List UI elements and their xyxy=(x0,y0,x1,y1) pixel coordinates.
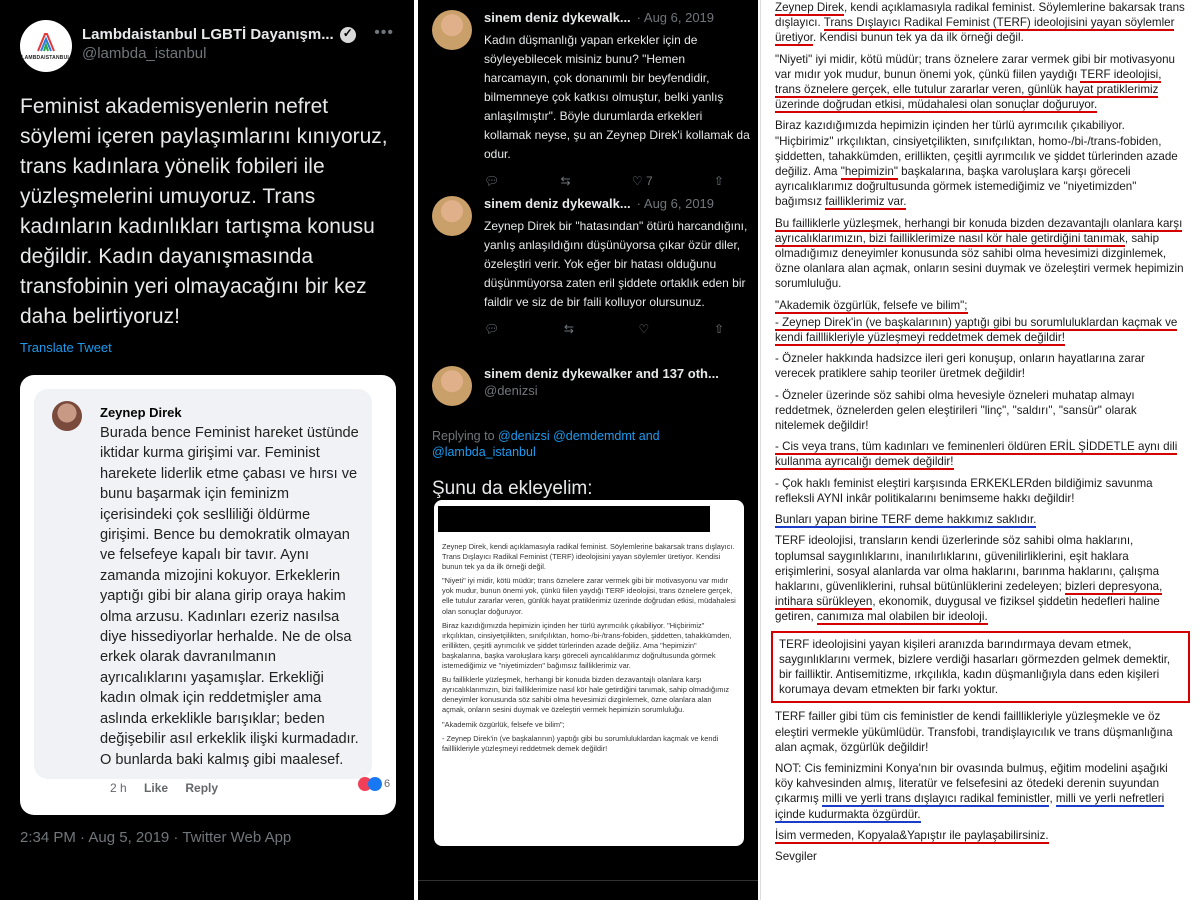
text-run: , kendi açıklamasıyla radikal feminist. Söylemlerine bakarsak trans dışlayıcı. xyxy=(775,1,1185,30)
text-run: "Niyeti" iyi midir, kötü müdür; trans öznelere zarar vermek gibi bir motivasyonu var mıdır yok mudur, bunun önemi yok, çünkü fiilen yaydığı xyxy=(775,52,1175,81)
reply-comment-icon[interactable]: 💬︎ xyxy=(484,322,500,336)
highlight: milli ve yerli trans dışlayıcı radikal feministler xyxy=(822,792,1050,806)
replying-prefix: Replying to xyxy=(432,429,495,443)
highlight: Bu failliklerle yüzleşmek, herhangi bir konuda bizden dezavantajlı olanlara karşı ayrıcalıklarımızın, bizi failliklerimize nasıl kör hale getirdiğini tanımak xyxy=(775,216,1183,245)
reply-avatar[interactable] xyxy=(432,196,472,236)
doc-paragraph: Biraz kazıdığımızda hepimizin içinden her türlü ayrımcılık çıkabiliyor. "Hiçbirimiz" ırkçılıktan, cinsiyetçilikten, sınıfçılıktan, homo-/bi-/trans-fobiden, şiddetten, tahakkümden, erillikten, çeşitli ayrımcılık ve şiddet türlerinden azade değiliz. Ama "hepimizin" başkalarına, başka varoluşlara karşı göreceli ayrıcalıklarımız doğrultusunda görmek istemediğimiz ve "niyetimizden" bağımsız failliklerimiz var. xyxy=(442,620,732,671)
reply-avatar[interactable] xyxy=(432,366,472,406)
share-icon[interactable]: ⇧ xyxy=(713,322,724,336)
highlight: "hepimizin" xyxy=(840,165,898,179)
reply-avatar[interactable] xyxy=(432,10,472,50)
verified-badge-icon xyxy=(340,27,356,43)
fb-comment-text: Burada bence Feminist hareket üstünde iktidar kurma girişimi var. Feminist harekete liderlik etme çabası ve hırsı ve bunu başarmak için feminizm içerisindeki çok seslliliği öldürme girişimi. Bence bu demokratik olmayan ve felsefeye kapalı bir tavır. Aynı zamanda mizojini kokuyor. Erkeklerin yaptığı gibi bir alana girip oraya hakim olma arzusu. Kadınları ezeriz nasılsa diye hissediyorlar herhalde. Ne de olsa erkek olarak davranılmanın ayrıcalıklarını yaşamışlar. Erkekliği kadın olmak için reddetmişler ama aslında erkeklikle barışıklar; beden değişebilir asıl erkeklik ilişki kurmadadır. O bunlarda baki kalmış gibi maalesef. xyxy=(100,425,359,768)
replying-to-users[interactable]: @denizsi @demdemdmt and @lambda_istanbul xyxy=(432,429,660,459)
avatar-wordmark: LAMBDAISTANBUL xyxy=(21,55,71,61)
like-reaction-icon xyxy=(368,777,382,791)
doc-paragraph: "Akademik özgürlük, felsefe ve bilim"; xyxy=(442,719,565,729)
doc-paragraph xyxy=(775,298,1186,313)
reply-author[interactable]: sinem deniz dykewalk... xyxy=(484,196,631,211)
doc-paragraph: - Özneler hakkında hadsizce ileri geri konuşup, onların hayatlarına zarar verecek pratiklere sahip teoriler üretmek değildir! xyxy=(775,352,1145,381)
attached-image[interactable] xyxy=(20,375,396,815)
lambda-logo-icon xyxy=(35,31,57,53)
fb-reply-label: Reply xyxy=(185,781,219,795)
doc-paragraph: TERF failler gibi tüm cis feministler de kendi failllikleriyle yüzleşmekle ve öz eleştiri vermekle yükümlüdür. Transfobi, trandişlayıcılık ve trans düşmanlığına alan açmak, özgürlük değildir! xyxy=(775,710,1173,754)
reply-actions xyxy=(484,174,724,188)
highlight: - Cis veya trans, tüm kadınları ve feminenleri öldüren xyxy=(775,440,1050,454)
highlight: canımıza mal olabilen bir ideoloji. xyxy=(816,610,988,624)
doc-paragraph: Zeynep Direk, kendi açıklamasıyla radikal feminist. Söylemlerine bakarsak trans dışlayıcı. Trans Dışlayıcı Radikal Feminist (TERF) ideolojisini yayan söylemler üretiyor. Kendisi bunun tek ya da ilk örneği değil. xyxy=(442,542,735,572)
main-reply-text: Şunu da ekleyelim: xyxy=(432,478,593,499)
highlight: TERF ideolojisi, trans öznelere gerçek, elle tutulur zararlar veren, günlük hayat pratiklerimiz üzerinde doğrudan etkisi, müdahalesi olan sonuçlar doğuruyor. xyxy=(775,67,1162,112)
highlight: Bunları yapan birine TERF deme hakkımız saklıdır. xyxy=(775,513,1037,527)
fb-comment-footer xyxy=(110,781,218,795)
highlight: aynı dili kullanma ayrıcalığı demek değildir! xyxy=(775,440,1178,469)
doc-paragraph xyxy=(775,828,1186,843)
doc-paragraph xyxy=(775,315,1186,345)
highlight: bizleri depresyona, intihara sürükleyen xyxy=(775,579,1163,609)
tweet-header xyxy=(20,20,394,80)
user-handle[interactable]: @lambda_istanbul xyxy=(82,45,207,62)
doc-paragraph xyxy=(775,216,1186,292)
highlight: Zeynep Direk xyxy=(775,1,844,14)
attached-document-image[interactable] xyxy=(434,500,744,846)
tweet-text: Feminist akademisyenlerin nefret söylemi içeren paylaşımlarını kınıyoruz, trans kadınlara yönelik fobileri ile yüzleşmelerini umuyoruz. Trans kadınların kadınlıkları tartışma konusu değildir. Kadın dayanışmasında transfobinin yeri olmayacağını bir kez daha belirtiyoruz! xyxy=(20,95,388,328)
like-icon[interactable]: ♡ xyxy=(638,322,650,336)
text-run: TERF ideolojisi, transların kendi üzerlerinde söz sahibi olma haklarını, toplumsal saygınlıklarını, inanılırlıklarını, güvenilirliklerini, eşit haklara erişimlerini, sosyal alanlarda var olma haklarını, barınma haklarını, çalışma haklarını, güvenliklerini, ruhsal bütünlüklerini zedeleyen; xyxy=(775,534,1160,593)
display-name-text: Lambdaistanbul LGBTİ Dayanışm... xyxy=(82,26,334,43)
avatar[interactable] xyxy=(20,20,72,72)
text-run: Biraz kazıdığımızda hepimizin içinden her türlü ayrımcılık çıkabiliyor. "Hiçbirimiz" ırkçılıktan, cinsiyetçilikten, sınıfçılıktan, homo-/bi-/trans-fobiden, şiddetten, tahakkümden, erillikten, çeşitli ayrımcılık ve şiddet türlerinden azade değiliz. Ama xyxy=(775,119,1178,179)
text-run: , xyxy=(1049,792,1056,806)
text-run: , ekonomik, duygusal ve fiziksel şiddetin hedefleri haline getiren, xyxy=(775,595,1160,624)
more-options-icon[interactable]: ••• xyxy=(374,24,394,41)
doc-paragraph xyxy=(775,0,1186,46)
document-panel xyxy=(760,0,1196,900)
fb-commenter-name: Zeynep Direk xyxy=(100,405,182,420)
text-run: NOT: Cis feminizmini Konya'nın bir ovasında bulmuş, eğitim modelini aşağıki köy kahvesinden almış, literatür ve felsefesini az ötedeki derenin suyundan çıkarmış xyxy=(775,761,1168,806)
doc-paragraph: - Özneler üzerinde söz sahibi olma hevesiyle özneleri muhatap almayı reddetmek, öznelerden gelen eleştirileri "linç", "saldırı", "sansür" olarak nitelemek değildir! xyxy=(775,388,1137,433)
doc-paragraph: - Zeynep Direk'in (ve başkalarının) yaptığı gibi bu sorumluluklardan kaçmak ve kendi failllikleriyle yüzleşmeyi reddetmek demek değildir! xyxy=(442,733,719,753)
highlight: milli ve yerli nefretleri içinde kudurmakta özgürdür. xyxy=(775,792,1165,821)
fb-comment-time: 2 h xyxy=(110,781,127,795)
doc-paragraph xyxy=(775,512,1186,527)
boxed-paragraph: TERF ideolojisini yayan kişileri aranızda barındırmaya devam etmek, saygınlıklarını vermek, bizlere verdiği hasarları görmezden gelmek demektir, bir failliktir. Antisemitizme, ırkçılıkla, kadın düşmanlığıyla dans eden kişileri korumaya devam etmekten bir farkı yoktur. xyxy=(771,631,1190,704)
highlight: "Akademik özgürlük, felsefe ve bilim"; xyxy=(775,298,968,312)
doc-paragraph xyxy=(775,761,1186,822)
highlight: - Zeynep Direk'in (ve başkalarının) yaptığı gibi bu sorumluluklardan kaçmak ve kendi failllikleriyle yüzleşmeyi reddetmek demek değildir! xyxy=(775,315,1178,345)
fb-like-label: Like xyxy=(144,781,169,795)
reply-date[interactable]: · Aug 6, 2019 xyxy=(636,196,715,211)
display-name[interactable] xyxy=(82,26,356,43)
text-run: başkalarına, başka varoluşlara karşı göreceli ayrıcalıklarımız doğrultusunda görmek istemediğimiz ve "niyetimizden" bağımsız xyxy=(775,165,1137,209)
reply-handle[interactable]: @denizsi xyxy=(484,383,538,398)
highlight: failliklerimiz var. xyxy=(825,195,907,209)
like-count: 7 xyxy=(645,174,653,188)
reply-author[interactable]: sinem deniz dykewalker and 137 oth... xyxy=(484,366,719,381)
text-run: . Kendisi bunun tek ya da ilk örneği değil. xyxy=(813,31,1024,45)
highlight: ERİL ŞİDDETLE xyxy=(1049,440,1135,454)
doc-paragraph: Bu failliklerle yüzleşmek, herhangi bir konuda bizden dezavantajlı olanlara karşı ayrıcalıklarımızın, bizi failliklerimize nasıl kör hale getirdiğini tanımak, sahip olmadığımız deneyimler konusunda söz sahibi olma hevesimizi dizginlemek, özne olanlara alan açmak, onların sesini duymak ve özeleştiri vermek hepimizin sorumluluğu. xyxy=(442,675,730,715)
highlight: İsim vermeden, Kopyala&Yapıştır ile paylaşabilirsiniz. xyxy=(775,828,1049,842)
doc-signoff: Sevgiler xyxy=(775,849,817,863)
retweet-icon[interactable]: ⇆ xyxy=(560,174,571,188)
reply-actions xyxy=(484,322,724,336)
fb-comment-bubble xyxy=(34,389,372,779)
doc-paragraph xyxy=(775,533,1186,624)
reply-date[interactable]: · Aug 6, 2019 xyxy=(636,10,715,25)
retweet-icon[interactable]: ⇆ xyxy=(563,322,574,336)
replying-to xyxy=(432,428,752,460)
highlight: Trans Dışlayıcı Radikal Feminist (TERF) ideolojisini yayan söylemler üretiyor xyxy=(775,16,1175,45)
doc-paragraph xyxy=(775,52,1186,113)
tweet-panel xyxy=(0,0,414,900)
doc-paragraph: - Çok haklı feminist eleştiri karşısında ERKEKLERden bildiğimiz savunma refleksli AYNI inkâr politikalarını benimseme hakkı değildir! xyxy=(775,476,1153,505)
reply-author[interactable]: sinem deniz dykewalk... xyxy=(484,10,631,25)
doc-paragraph: "Niyeti" iyi midir, kötü müdür; trans öznelere zarar vermek gibi bir motivasyonu var mıdır yok mudur, bunun önemi yok, çünkü fiilen yaydığı TERF ideolojisi, trans öznelere gerçek, elle tutulur zararlar veren, günlük hayat pratiklerimiz üzerinde doğrudan etkisi, müdahalesi olan sonuçlar doğuruyor. xyxy=(442,576,736,616)
reply-text: Kadın düşmanlığı yapan erkekler için de söyleyebilecek misiniz bunu? "Hemen harcamayın, çok donanımlı bir beyfendidir, bilmemneye çok katkısı olmuştur, belki yanlış anlaşılmıştır". Böyle durumlarda erkekleri kollamak neyse, şu an Zeynep Direk'i kollamak da odur. xyxy=(484,33,750,161)
reply-comment-icon[interactable]: 💬︎ xyxy=(484,174,500,188)
fb-commenter-avatar xyxy=(52,401,82,431)
fb-reactions xyxy=(358,777,390,791)
share-icon[interactable]: ⇧ xyxy=(713,174,724,188)
panel-bottom-bar xyxy=(418,880,758,900)
doc-paragraph xyxy=(775,439,1186,469)
doc-paragraph xyxy=(775,118,1186,209)
redacted-bar xyxy=(438,506,710,532)
text-run: , sahip olmadığımız deneyimler konusunda söz sahibi olma hevesimizi dizginlemek, özne olanlara alan açmak, onların sesini duymak ve özeleştiri vermek hepimizin sorumluluğu. xyxy=(775,231,1184,291)
reply-text: Zeynep Direk bir "hatasından" ötürü harcandığını, yanlış anlaşıldığını düşünüyorsa çıkar özür diler, özeleştiri verir. Yok eğer bir hatası olduğunu düşünmüyorsa zaten eril şiddete ortaklık eden bir faildir ve siz de bir faili kolluyor olursunuz. xyxy=(484,219,748,309)
document-text xyxy=(775,0,1186,864)
like-icon[interactable]: ♡ 7 xyxy=(631,174,653,188)
tweet-timestamp[interactable]: 2:34 PM · Aug 5, 2019 · Twitter Web App xyxy=(20,829,292,846)
translate-tweet-link[interactable]: Translate Tweet xyxy=(20,340,112,355)
fb-reaction-count: 6 xyxy=(384,778,391,790)
